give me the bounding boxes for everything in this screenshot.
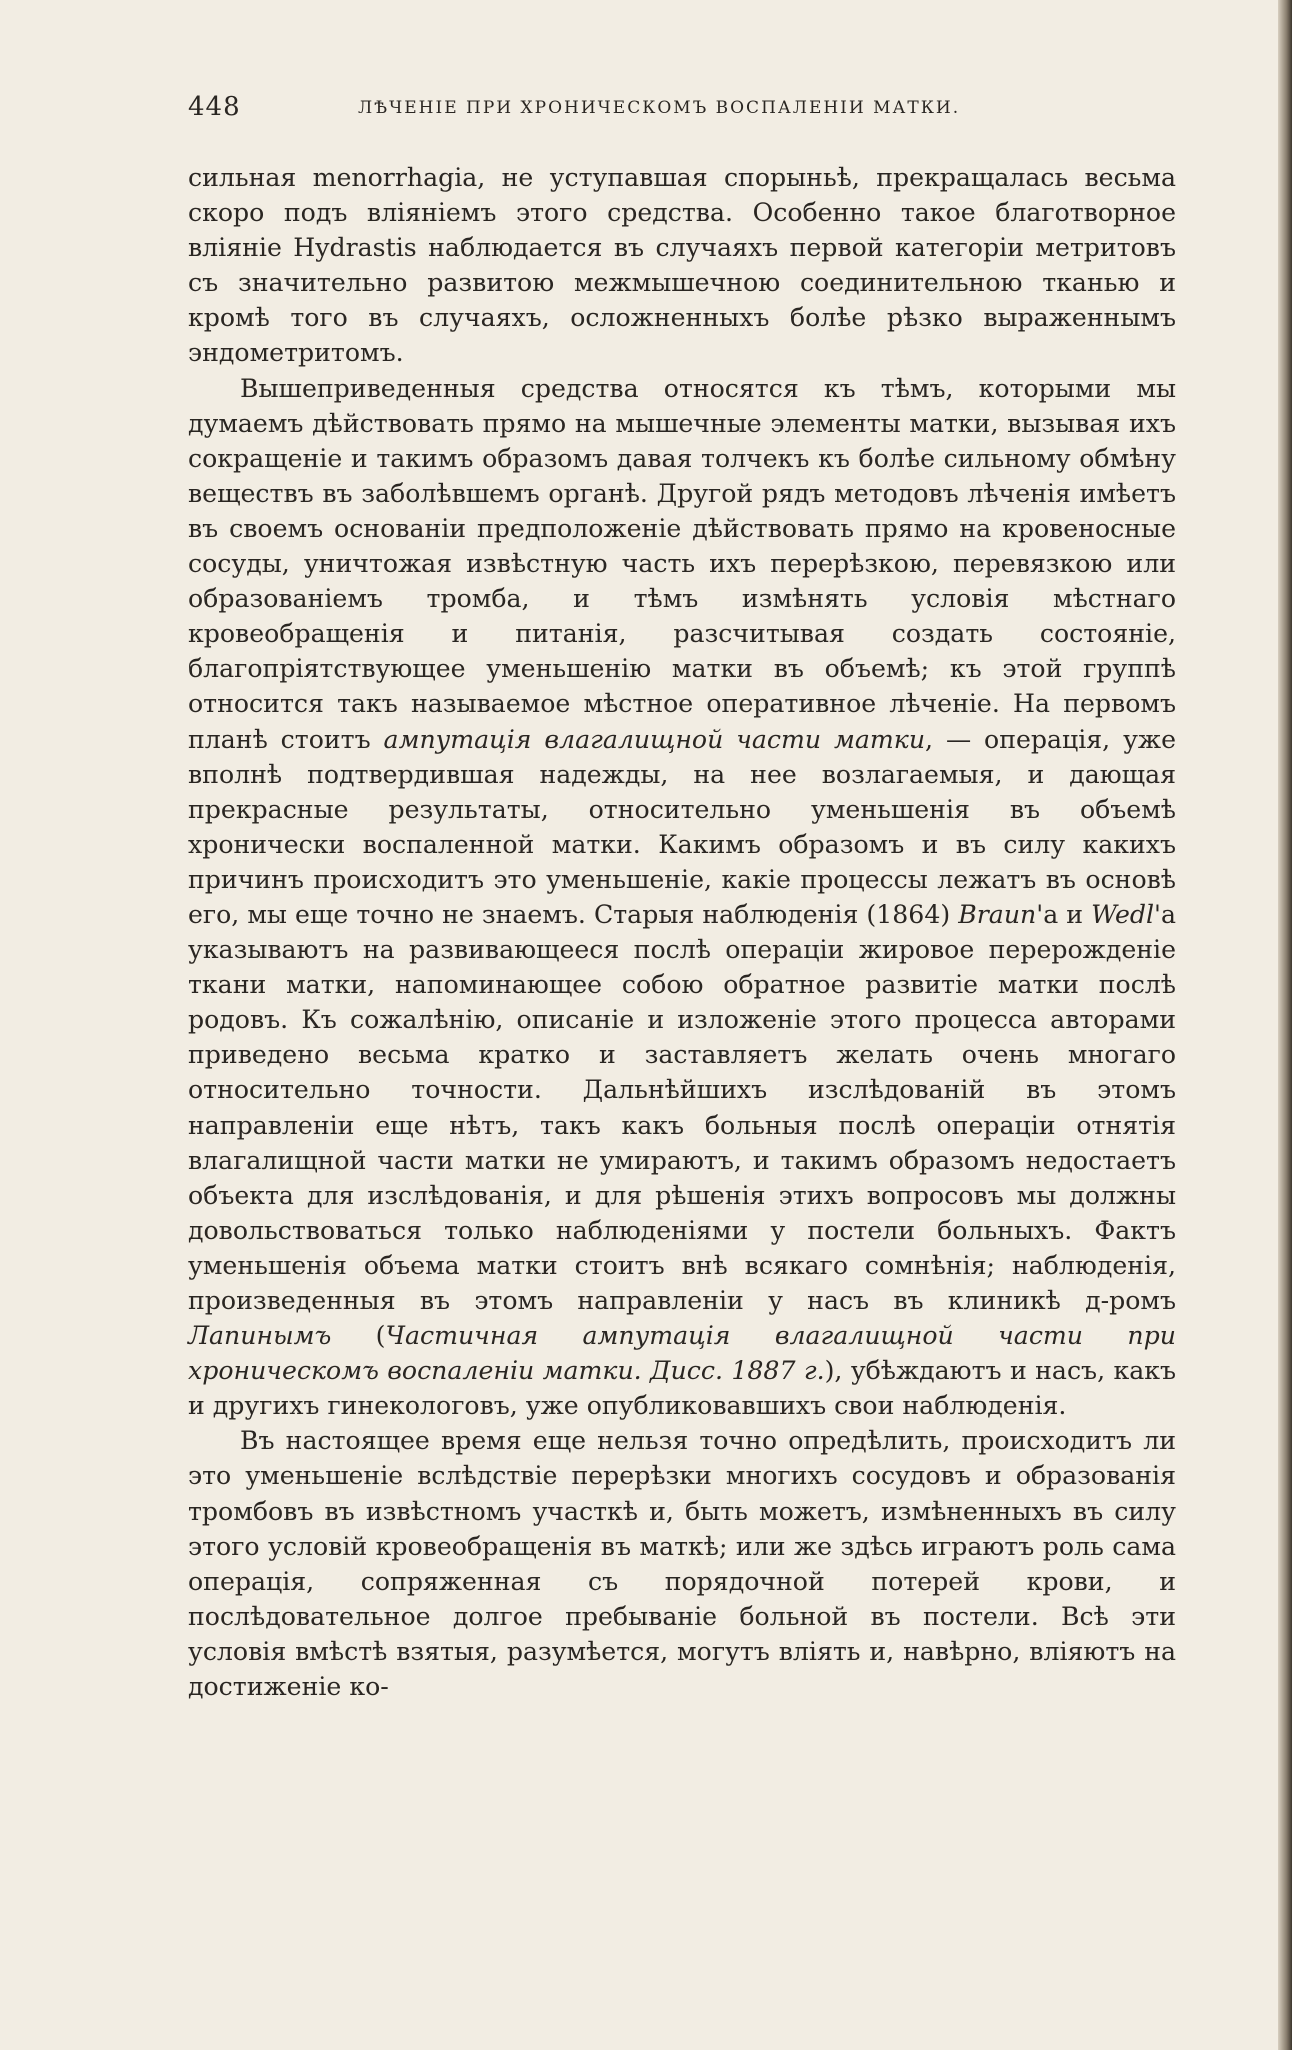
text-run: ), убѣждаютъ и насъ, какъ и другихъ гинекологовъ, уже опубликовавшихъ свои наблюденія. — [188, 1356, 1176, 1421]
text-run: Въ настоящее время еще нельзя точно опредѣлить, происходитъ ли это уменьшеніе вслѣдствіе перерѣзки многихъ сосудовъ и образованія тромбовъ въ извѣстномъ участкѣ и, быть можетъ, измѣненныхъ въ силу этого условій кровеобращенія въ маткѣ; или же здѣсь играютъ роль сама операція, сопряженная съ порядочной потерей крови, и послѣдовательное долгое пребываніе больной въ постели. Всѣ эти условія вмѣстѣ взятыя, разумѣется, могутъ вліять и, навѣрно, вліяютъ на достиженіе ко- — [188, 1426, 1176, 1702]
italic-text-run: ампутація влагалищной части матки — [383, 724, 926, 754]
text-run: ( — [331, 1321, 386, 1351]
running-title: ЛѢЧЕНІЕ ПРИ ХРОНИЧЕСКОМЪ ВОСПАЛЕНІИ МАТКИ. — [358, 98, 961, 118]
italic-text-run: Лапинымъ — [188, 1321, 332, 1351]
text-run: Вышеприведенныя средства относятся къ тѣмъ, которыми мы думаемъ дѣйствовать прямо на мышечные элементы матки, вызывая ихъ сокращеніе и такимъ образомъ давая толчекъ къ болѣе сильному обмѣну веществъ въ заболѣвшемъ органѣ. Другой рядъ методовъ лѣченія имѣетъ въ своемъ основаніи предположеніе дѣйствовать прямо на кровеносные сосуды, уничтожая извѣстную часть ихъ перерѣзкою, перевязкою или образованіемъ тромба, и тѣмъ измѣнять условія мѣстнаго кровеобращенія и питанія, разсчитывая создать состояніе, благопріятствующее уменьшенію матки въ объемѣ; къ этой группѣ относится такъ называемое мѣстное оперативное лѣченіе. На первомъ планѣ стоитъ — [188, 373, 1176, 754]
page-edge-shadow — [1278, 0, 1292, 2050]
paragraph — [188, 371, 1176, 1424]
body-text — [188, 160, 1176, 1704]
text-run: 'а и — [1036, 899, 1092, 929]
text-run: 'а указываютъ на развивающееся послѣ операціи жировое перерожденіе ткани матки, напоминающее собою обратное развитіе матки послѣ родовъ. Къ сожалѣнію, описаніе и изложеніе этого процесса авторами приведено весьма кратко и заставляетъ желать очень многаго относительно точности. Дальнѣйшихъ изслѣдованій въ этомъ направленіи еще нѣтъ, такъ какъ больныя послѣ операціи отнятія влагалищной части матки не умираютъ, и такимъ образомъ недостаетъ объекта для изслѣдованія, и для рѣшенія этихъ вопросовъ мы должны довольствоваться только наблюденіями у постели больныхъ. Фактъ уменьшенія объема матки стоитъ внѣ всякаго сомнѣнія; наблюденія, произведенныя въ этомъ направленіи у насъ въ клиникѣ д-ромъ — [188, 899, 1176, 1315]
paragraph — [188, 160, 1176, 371]
page-header — [188, 92, 1180, 128]
text-run: , — операція, уже вполнѣ подтвердившая надежды, на нее возлагаемыя, и дающая прекрасные результаты, относительно уменьшенія въ объемѣ хронически воспаленной матки. Какимъ образомъ и въ силу какихъ причинъ происходитъ это уменьшеніе, какіе процессы лежатъ въ основѣ его, мы еще точно не знаемъ. Старыя наблюденія (1864) — [188, 724, 1176, 929]
text-run: сильная menorrhagia, не уступавшая спорыньѣ, прекращалась весьма скоро подъ вліяніемъ этого средства. Особенно такое благотворное вліяніе Hydrastis наблюдается въ случаяхъ первой категоріи метритовъ съ значительно развитою межмышечною соединительною тканью и кромѣ того въ случаяхъ, осложненныхъ болѣе рѣзко выраженнымъ эндометритомъ. — [188, 163, 1176, 368]
italic-text-run: Braun — [958, 899, 1037, 929]
page-number: 448 — [188, 92, 241, 122]
italic-text-run: Wedl — [1091, 899, 1155, 929]
italic-text-run: Частичная ампутація влагалищной части при хроническомъ воспаленіи матки. Дисс. 1887 г. — [188, 1321, 1176, 1386]
paragraph — [188, 1423, 1176, 1704]
